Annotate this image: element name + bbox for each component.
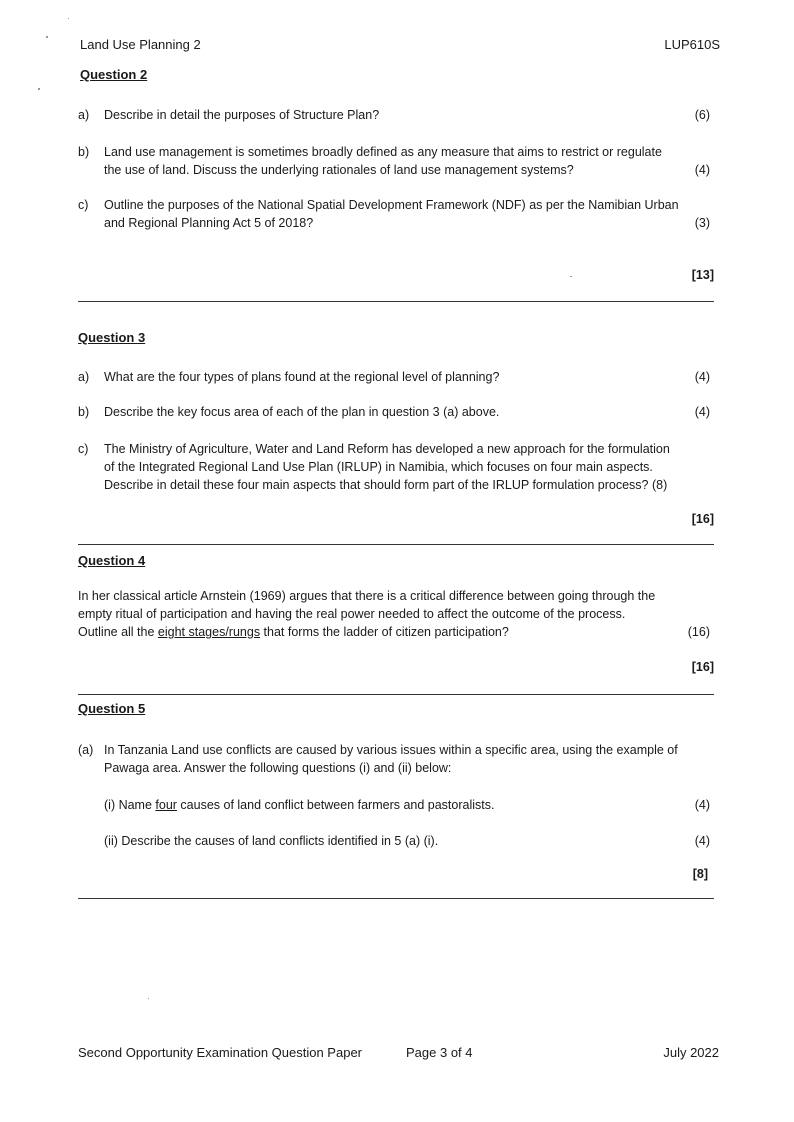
section-divider xyxy=(78,694,714,695)
footer-page-number: Page 3 of 4 xyxy=(406,1045,473,1060)
item-label: a) xyxy=(78,108,90,122)
item-mark: (6) xyxy=(694,108,710,122)
item-text-line2: the use of land. Discuss the underlying rationales of land use management systems? xyxy=(104,163,574,177)
subitem-text-underlined: four xyxy=(155,798,177,812)
question-5-total: [8] xyxy=(692,867,708,881)
item-label: c) xyxy=(78,198,89,212)
item-text-line1: In Tanzania Land use conflicts are caused by various issues within a specific area, using the example of xyxy=(104,743,678,757)
item-label: b) xyxy=(78,145,90,159)
question-4-title: Question 4 xyxy=(78,553,146,568)
body-line1: In her classical article Arnstein (1969) argues that there is a critical difference between going through the xyxy=(78,589,656,603)
item-label: b) xyxy=(78,405,90,419)
scan-speck xyxy=(46,36,48,38)
item-label: c) xyxy=(78,442,89,456)
section-divider xyxy=(78,898,714,899)
item-text-line1: The Ministry of Agriculture, Water and Land Reform has developed a new approach for the formulation xyxy=(104,442,670,456)
question-5-title: Question 5 xyxy=(78,701,146,716)
body-line3-pre: Outline all the xyxy=(78,625,158,639)
subitem-text-pre: (i) Name xyxy=(104,798,156,812)
scan-speck xyxy=(38,88,40,90)
question-3-total: [16] xyxy=(691,512,714,526)
scan-speck xyxy=(570,276,572,277)
scan-speck xyxy=(148,998,149,999)
section-divider xyxy=(78,544,714,545)
subitem-mark: (4) xyxy=(694,798,710,812)
item-text: Describe the key focus area of each of the plan in question 3 (a) above. xyxy=(104,405,500,419)
course-title: Land Use Planning 2 xyxy=(80,37,201,52)
subitem-mark: (4) xyxy=(694,834,710,848)
question-5a-i xyxy=(104,796,720,814)
item-mark: (3) xyxy=(694,216,710,230)
body-line3-post: that forms the ladder of citizen participation? xyxy=(260,625,509,639)
question-3-title: Question 3 xyxy=(78,330,146,345)
subitem-text: (ii) Describe the causes of land conflicts identified in 5 (a) (i). xyxy=(104,834,439,848)
item-text-line2: of the Integrated Regional Land Use Plan (IRLUP) in Namibia, which focuses on four main aspects. xyxy=(104,460,653,474)
item-mark: (4) xyxy=(694,405,710,419)
item-text: Describe in detail the purposes of Structure Plan? xyxy=(104,108,380,122)
footer-title: Second Opportunity Examination Question Paper xyxy=(78,1045,363,1060)
question-4-total: [16] xyxy=(691,660,714,674)
item-text-line3: Describe in detail these four main aspects that should form part of the IRLUP formulation process? xyxy=(104,478,649,492)
scan-speck xyxy=(68,18,69,19)
body-line2: empty ritual of participation and having the real power needed to affect the outcome of the process. xyxy=(78,607,626,621)
item-text-line1: Land use management is sometimes broadly defined as any measure that aims to restrict or regulate xyxy=(104,145,662,159)
item-label: a) xyxy=(78,370,90,384)
item-text: What are the four types of plans found at the regional level of planning? xyxy=(104,370,500,384)
section-divider xyxy=(78,301,714,302)
question-4-body xyxy=(78,587,720,641)
item-text-line2: and Regional Planning Act 5 of 2018? xyxy=(104,216,314,230)
question-2-title: Question 2 xyxy=(80,67,148,82)
item-label: (a) xyxy=(78,743,94,757)
course-code: LUP610S xyxy=(664,37,720,52)
item-text-line2: Pawaga area. Answer the following questions (i) and (ii) below: xyxy=(104,761,452,775)
subitem-text-post: causes of land conflict between farmers and pastoralists. xyxy=(176,798,495,812)
footer-date: July 2022 xyxy=(663,1045,719,1060)
item-mark: (4) xyxy=(694,163,710,177)
item-text-line1: Outline the purposes of the National Spatial Development Framework (NDF) as per the Namibian Urban xyxy=(104,198,679,212)
body-line3-underlined: eight stages/rungs xyxy=(157,625,261,639)
item-mark: (8) xyxy=(651,478,668,492)
question-2-total: [13] xyxy=(691,268,714,282)
question-5a-ii xyxy=(104,832,720,850)
item-mark: (16) xyxy=(687,625,710,639)
item-mark: (4) xyxy=(694,370,710,384)
